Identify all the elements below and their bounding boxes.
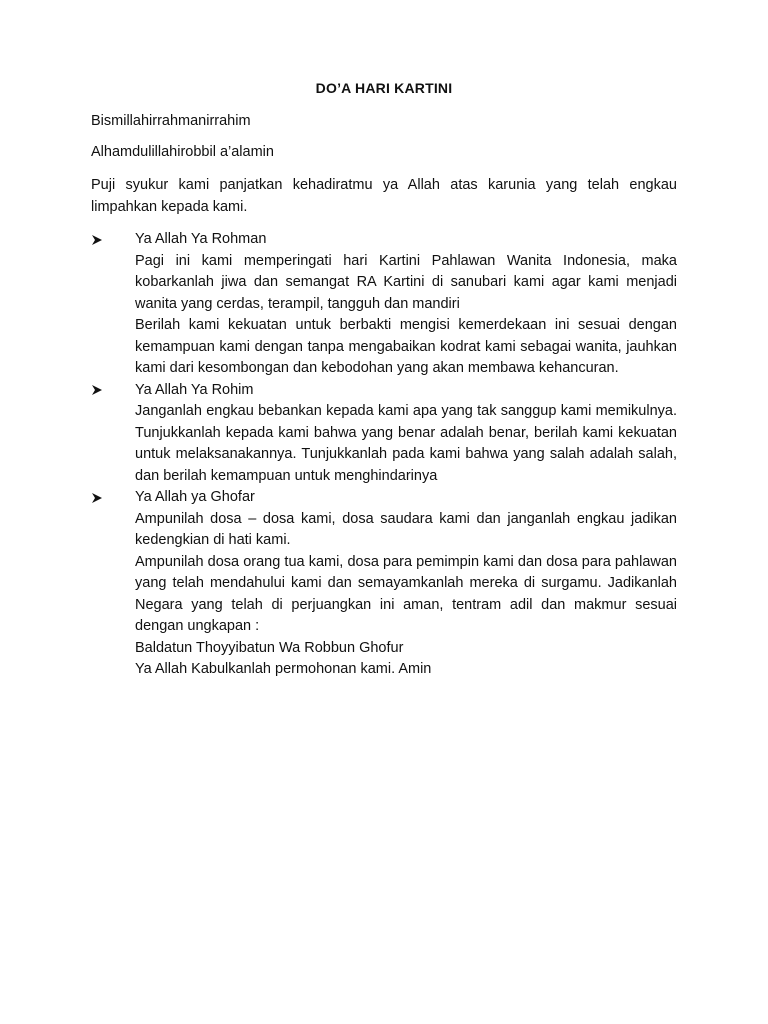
section-paragraph: Baldatun Thoyyibatun Wa Robbun Ghofur	[135, 639, 404, 656]
arrowhead-bullet-icon	[91, 380, 105, 402]
section-heading: Ya Allah ya Ghofar	[135, 489, 255, 505]
section-paragraph: Janganlah engkau bebankan kepada kami apa yang tak sanggup kami memikulnya. Tunjukkanlah kepada kami bahwa yang benar adalah benar, berilah kami kekuatan untuk melaksanakannya. Tunjukkanlah pada kami bahwa yang salah adalah salah, dan berilah kemampuan untuk menghindarinya	[135, 403, 677, 484]
section-paragraph: Ampunilah dosa – dosa kami, dosa saudara kami dan janganlah engkau jadikan kedengkian di hati kami.	[135, 510, 677, 548]
section-paragraph: Pagi ini kami memperingati hari Kartini Pahlawan Wanita Indonesia, maka kobarkanlah jiwa dan semangat RA Kartini di sanubari kami agar kami menjadi wanita yang cerdas, terampil, tangguh dan mandiri	[135, 252, 677, 312]
arrowhead-bullet-icon	[91, 487, 105, 509]
section-paragraph: Ya Allah Kabulkanlah permohonan kami. Amin	[135, 661, 432, 677]
prayer-section	[91, 487, 677, 681]
prayer-section	[91, 380, 677, 488]
section-paragraph: Ampunilah dosa orang tua kami, dosa para pemimpin kami dan dosa para pahlawan yang telah mendahului kami dan semayamkanlah mereka di surgamu. Jadikanlah Negara yang telah di perjuangkan ini aman, tentram adil dan makmur sesuai dengan ungkapan :	[135, 553, 677, 634]
intro-paragraph: Puji syukur kami panjatkan kehadiratmu ya Allah atas karunia yang telah engkau limpahkan kepada kami.	[91, 177, 677, 215]
prayer-sections	[91, 229, 677, 681]
section-heading: Ya Allah Ya Rohim	[135, 381, 254, 398]
document-title: DO’A HARI KARTINI	[315, 80, 453, 96]
opening-line: Bismillahirrahmanirrahim	[91, 113, 251, 129]
arrowhead-bullet-icon	[91, 229, 105, 251]
section-heading: Ya Allah Ya Rohman	[135, 231, 267, 247]
praise-line: Alhamdulillahirobbil a’alamin	[91, 144, 274, 160]
prayer-section	[91, 229, 677, 380]
section-paragraph: Berilah kami kekuatan untuk berbakti mengisi kemerdekaan ini sesuai dengan kemampuan kami dengan tanpa mengabaikan kodrat kami sebagai wanita, jauhkan kami dari kesombongan dan kebodohan yang akan membawa kehancuran.	[135, 317, 677, 376]
